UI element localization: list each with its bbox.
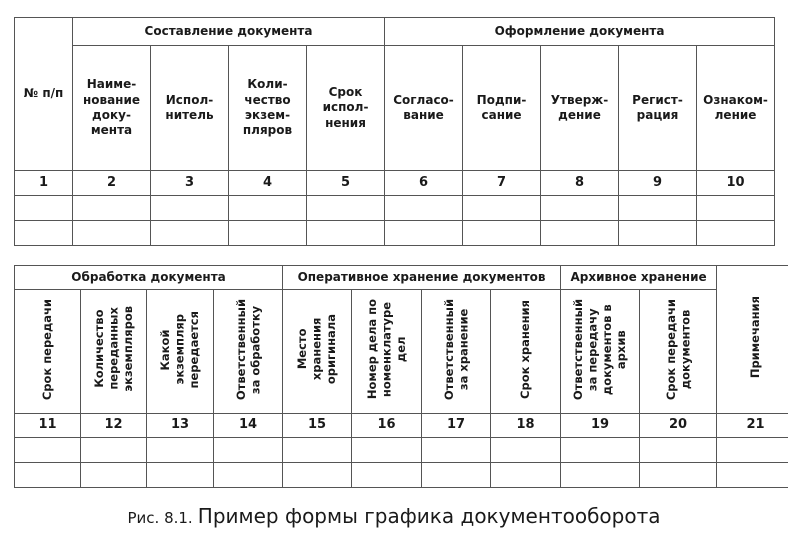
header-transfer-deadline: Срок передачи xyxy=(40,298,55,400)
empty-cell xyxy=(229,196,307,221)
document-schedule-table-part2 xyxy=(14,265,788,488)
header-document-name: Наиме- нование доку- мента xyxy=(73,46,151,171)
header-cell xyxy=(214,290,283,414)
empty-cell xyxy=(697,221,775,246)
column-number: 19 xyxy=(561,414,640,438)
group-header-compose: Составление документа xyxy=(73,18,385,46)
header-signing: Подпи- сание xyxy=(463,46,541,171)
column-number: 20 xyxy=(640,414,717,438)
column-number: 3 xyxy=(151,171,229,196)
column-number: 15 xyxy=(283,414,352,438)
empty-cell xyxy=(15,463,81,488)
header-original-location: Место хранения оригинала xyxy=(295,314,339,385)
header-approval: Согласо- вание xyxy=(385,46,463,171)
header-processing-responsible: Ответственный за обработку xyxy=(233,298,263,400)
empty-cell xyxy=(81,438,147,463)
empty-cell xyxy=(352,463,422,488)
empty-cell xyxy=(717,463,788,488)
header-cell xyxy=(422,290,491,414)
header-archive-transfer-responsible: Ответственный за передачу документов в архив xyxy=(571,298,629,400)
header-cell xyxy=(491,290,561,414)
empty-cell xyxy=(463,196,541,221)
header-copies-count: Коли- чество экзем- пляров xyxy=(229,46,307,171)
empty-cell xyxy=(422,463,491,488)
column-number: 12 xyxy=(81,414,147,438)
header-transferred-copies: Количество переданных экземпляров xyxy=(91,306,135,393)
figure-label: Рис. 8.1. xyxy=(127,509,193,527)
header-registration: Регист- рация xyxy=(619,46,697,171)
empty-cell xyxy=(640,438,717,463)
header-documents-transfer-deadline: Срок передачи документов xyxy=(663,298,693,400)
header-cell xyxy=(283,290,352,414)
column-number: 18 xyxy=(491,414,561,438)
column-number: 21 xyxy=(717,414,788,438)
column-number: 2 xyxy=(73,171,151,196)
col-number-header: № п/п xyxy=(15,18,73,171)
empty-cell xyxy=(619,196,697,221)
empty-cell xyxy=(151,221,229,246)
column-number: 11 xyxy=(15,414,81,438)
empty-cell xyxy=(385,196,463,221)
header-executor: Испол- нитель xyxy=(151,46,229,171)
column-number: 13 xyxy=(147,414,214,438)
empty-cell xyxy=(214,438,283,463)
header-case-number: Номер дела по номенклатуре дел xyxy=(364,299,408,400)
empty-cell xyxy=(307,196,385,221)
header-notes-cell xyxy=(717,266,788,414)
column-number: 16 xyxy=(352,414,422,438)
header-which-copy: Какой экземпляр передается xyxy=(158,310,202,389)
empty-row xyxy=(15,221,775,246)
column-number: 8 xyxy=(541,171,619,196)
empty-cell xyxy=(561,438,640,463)
empty-cell xyxy=(697,196,775,221)
empty-cell xyxy=(229,221,307,246)
empty-cell xyxy=(307,221,385,246)
empty-cell xyxy=(15,196,73,221)
column-number: 17 xyxy=(422,414,491,438)
empty-cell xyxy=(15,438,81,463)
empty-cell xyxy=(619,221,697,246)
header-familiarization: Ознаком- ление xyxy=(697,46,775,171)
empty-cell xyxy=(147,463,214,488)
empty-cell xyxy=(283,438,352,463)
group-header-processing: Обработка документа xyxy=(15,266,283,290)
empty-cell xyxy=(15,221,73,246)
header-deadline: Срок испол- нения xyxy=(307,46,385,171)
empty-cell xyxy=(283,463,352,488)
empty-cell xyxy=(385,221,463,246)
column-number: 1 xyxy=(15,171,73,196)
header-cell xyxy=(640,290,717,414)
empty-cell xyxy=(491,438,561,463)
empty-cell xyxy=(352,438,422,463)
empty-cell xyxy=(717,438,788,463)
empty-cell xyxy=(561,463,640,488)
column-number: 6 xyxy=(385,171,463,196)
header-cell xyxy=(147,290,214,414)
empty-cell xyxy=(640,463,717,488)
column-number: 9 xyxy=(619,171,697,196)
empty-cell xyxy=(491,463,561,488)
column-number: 10 xyxy=(697,171,775,196)
empty-cell xyxy=(463,221,541,246)
empty-cell xyxy=(147,438,214,463)
column-numbers-row xyxy=(15,414,788,438)
empty-cell xyxy=(422,438,491,463)
empty-cell xyxy=(73,196,151,221)
header-storage-responsible: Ответственный за хранение xyxy=(441,298,471,400)
group-header-archive-storage: Архивное хранение xyxy=(561,266,717,290)
empty-row xyxy=(15,438,788,463)
column-number: 7 xyxy=(463,171,541,196)
empty-row xyxy=(15,463,788,488)
header-confirmation: Утверж- дение xyxy=(541,46,619,171)
empty-row xyxy=(15,196,775,221)
column-number: 4 xyxy=(229,171,307,196)
column-numbers-row xyxy=(15,171,775,196)
document-schedule-table-part1 xyxy=(14,17,775,246)
empty-cell xyxy=(214,463,283,488)
figure-caption xyxy=(0,504,788,528)
empty-cell xyxy=(541,221,619,246)
header-cell xyxy=(15,290,81,414)
empty-cell xyxy=(541,196,619,221)
header-cell xyxy=(561,290,640,414)
header-storage-period: Срок хранения xyxy=(518,299,533,399)
group-header-operative-storage: Оперативное хранение документов xyxy=(283,266,561,290)
header-notes: Примечания xyxy=(748,296,763,379)
empty-cell xyxy=(81,463,147,488)
group-header-format: Оформление документа xyxy=(385,18,775,46)
header-cell xyxy=(81,290,147,414)
column-number: 5 xyxy=(307,171,385,196)
figure-title: Пример формы графика документооборота xyxy=(197,504,661,528)
column-number: 14 xyxy=(214,414,283,438)
empty-cell xyxy=(73,221,151,246)
empty-cell xyxy=(151,196,229,221)
header-cell xyxy=(352,290,422,414)
